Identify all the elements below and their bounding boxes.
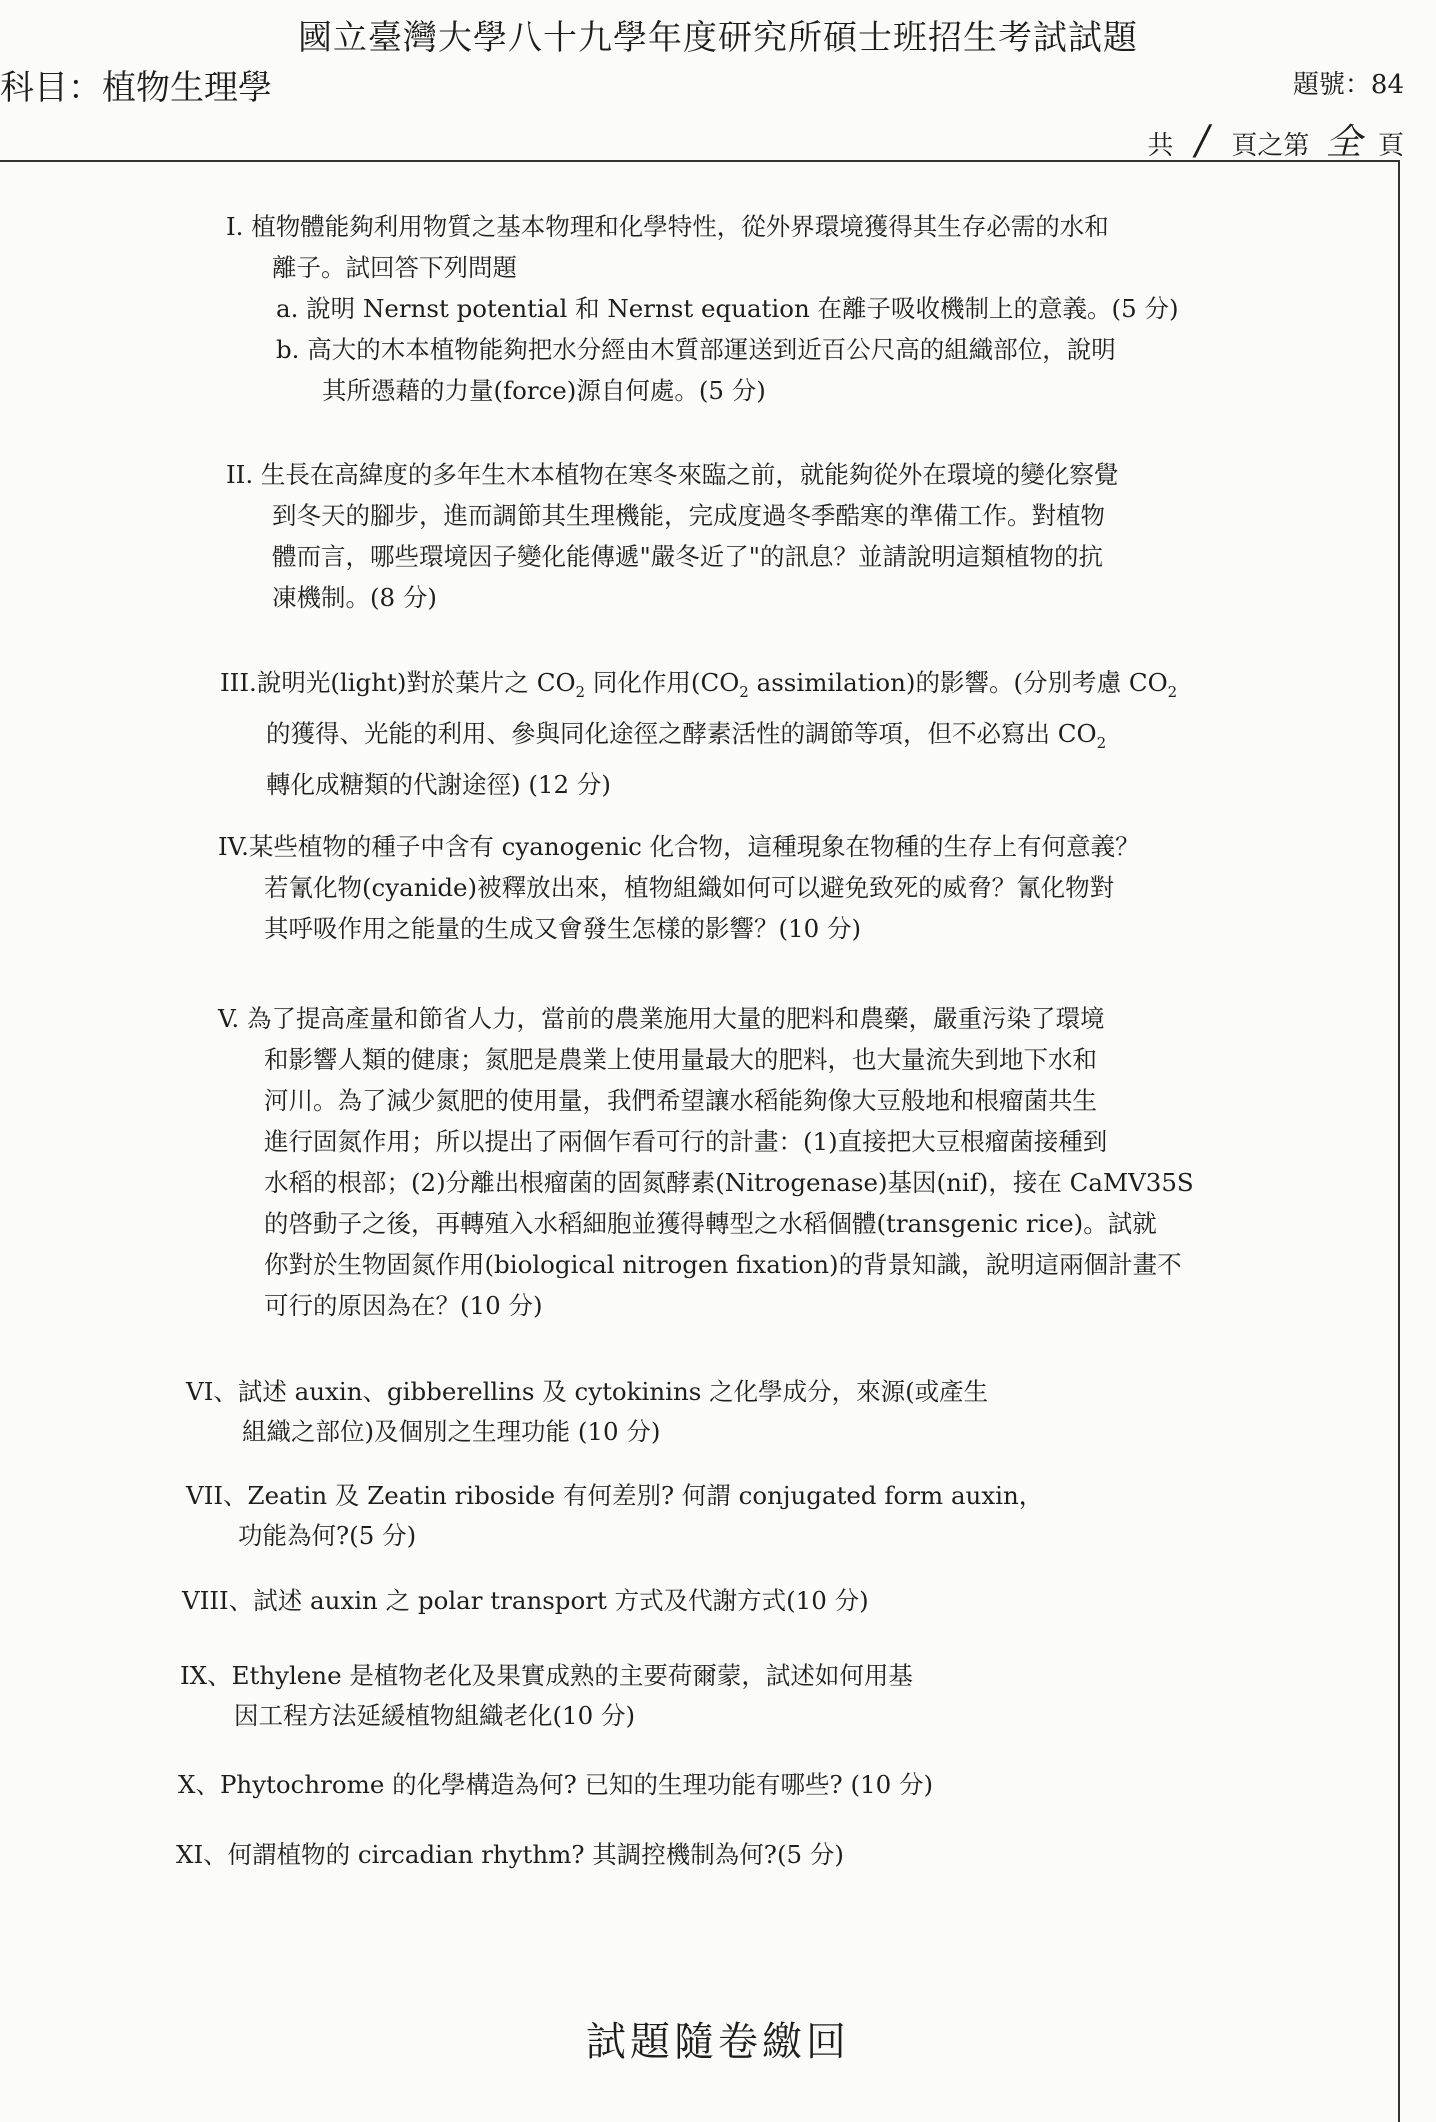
question-4 — [218, 826, 1140, 949]
q2-line1: II. 生長在高緯度的多年生木本植物在寒冬來臨之前，就能夠從外在環境的變化察覺 — [226, 460, 1119, 489]
q5-line8: 可行的原因為在？(10 分) — [264, 1291, 543, 1320]
q1-part-a: a. 說明 Nernst potential 和 Nernst equation 在離子吸收機制上的意義。(5 分) — [276, 294, 1179, 323]
pages-middle: 頁之第 — [1231, 131, 1310, 161]
q3-line2: 的獲得、光能的利用、參與同化途徑之酵素活性的調節等項，但不必寫出 $CO_2$ — [266, 718, 1107, 752]
pages-prefix: 共 — [1147, 131, 1174, 161]
question-6 — [186, 1372, 988, 1452]
q5-line6: 的啓動子之後，再轉殖入水稻細胞並獲得轉型之水稻個體(transgenic rice)。試就 — [264, 1209, 1157, 1238]
pages-total: / — [1195, 118, 1210, 164]
q8-line1: VIII、試述 auxin 之 polar transport 方式及代謝方式(10 分) — [182, 1586, 869, 1615]
question-2 — [226, 454, 1118, 618]
q6-line2: 組織之部位)及個別之生理功能 (10 分) — [242, 1417, 661, 1446]
q3-line1: III.說明光(light)對於葉片之 $CO_2$ 同化作用($CO_2$ assimilation)的影響。(分別考慮 $CO_2$ — [220, 668, 1178, 701]
subject-label: 科目：植物生理學 — [0, 68, 272, 108]
q4-line1: IV.某些植物的種子中含有 cyanogenic 化合物，這種現象在物種的生存上有何意義？ — [218, 832, 1140, 861]
q7-line2: 功能為何?(5 分) — [238, 1521, 417, 1550]
q3-line3: 轉化成糖類的代謝途徑) (12 分) — [266, 769, 611, 799]
question-3 — [220, 662, 1177, 805]
q10-line1: X、Phytochrome 的化學構造為何? 已知的生理功能有哪些? (10 分) — [178, 1770, 934, 1799]
q5-line1: V. 為了提高產量和節省人力，當前的農業施用大量的肥料和農藥，嚴重污染了環境 — [218, 1004, 1105, 1033]
exam-title: 國立臺灣大學八十九學年度研究所碩士班招生考試試題 — [298, 18, 1138, 58]
q2-line2: 到冬天的腳步，進而調節其生理機能，完成度過冬季酷寒的準備工作。對植物 — [272, 501, 1105, 530]
q6-line1: VI、試述 auxin、gibberellins 及 cytokinins 之化學成分，來源(或產生 — [186, 1377, 989, 1406]
q2-line4: 凍機制。(8 分) — [272, 583, 437, 612]
q5-line7: 你對於生物固氮作用(biological nitrogen fixation)的背景知識，說明這兩個計畫不 — [264, 1250, 1182, 1279]
q1-line1: I. 植物體能夠利用物質之基本物理和化學特性，從外界環境獲得其生存必需的水和 — [226, 212, 1109, 241]
q5-line2: 和影響人類的健康；氮肥是農業上使用量最大的肥料，也大量流失到地下水和 — [264, 1045, 1097, 1074]
q5-line3: 河川。為了減少氮肥的使用量，我們希望讓水稻能夠像大豆般地和根瘤菌共生 — [264, 1086, 1097, 1115]
question-10 — [178, 1764, 933, 1805]
question-number: 題號：84 — [1292, 70, 1404, 100]
question-9 — [180, 1656, 913, 1736]
q1-part-b-line2: 其所憑藉的力量(force)源自何處。(5 分) — [322, 376, 766, 405]
question-1 — [226, 206, 1179, 411]
q9-line2: 因工程方法延緩植物組織老化(10 分) — [234, 1701, 636, 1730]
question-5 — [218, 998, 1194, 1326]
page-count — [1147, 114, 1404, 165]
q9-line1: IX、Ethylene 是植物老化及果實成熟的主要荷爾蒙，試述如何用基 — [180, 1661, 913, 1690]
pages-suffix: 頁 — [1377, 131, 1404, 161]
q5-line4: 進行固氮作用；所以提出了兩個乍看可行的計畫：(1)直接把大豆根瘤菌接種到 — [264, 1127, 1108, 1156]
question-8 — [182, 1580, 869, 1621]
pages-current: 全 — [1325, 122, 1362, 163]
q1-part-b-line1: b. 高大的木本植物能夠把水分經由木質部運送到近百公尺高的組織部位，說明 — [276, 335, 1116, 364]
q7-line1: VII、Zeatin 及 Zeatin riboside 有何差別? 何謂 conjugated form auxin， — [186, 1481, 1044, 1510]
question-7 — [186, 1476, 1043, 1556]
q4-line3: 其呼吸作用之能量的生成又會發生怎樣的影響？(10 分) — [264, 914, 862, 943]
q1-line2: 離子。試回答下列問題 — [272, 253, 517, 282]
return-with-answer-sheet-note: 試題隨卷繳回 — [586, 2019, 850, 2065]
question-11 — [176, 1834, 844, 1875]
q4-line2: 若氰化物(cyanide)被釋放出來，植物組織如何可以避免致死的威脅？氰化物對 — [264, 873, 1115, 902]
q11-line1: XI、何謂植物的 circadian rhythm? 其調控機制為何?(5 分) — [176, 1840, 844, 1869]
q2-line3: 體而言，哪些環境因子變化能傳遞"嚴冬近了"的訊息？並請說明這類植物的抗 — [272, 542, 1104, 571]
q5-line5: 水稻的根部；(2)分離出根瘤菌的固氮酵素(Nitrogenase)基因(nif)，接在 CaMV35S — [264, 1168, 1194, 1197]
